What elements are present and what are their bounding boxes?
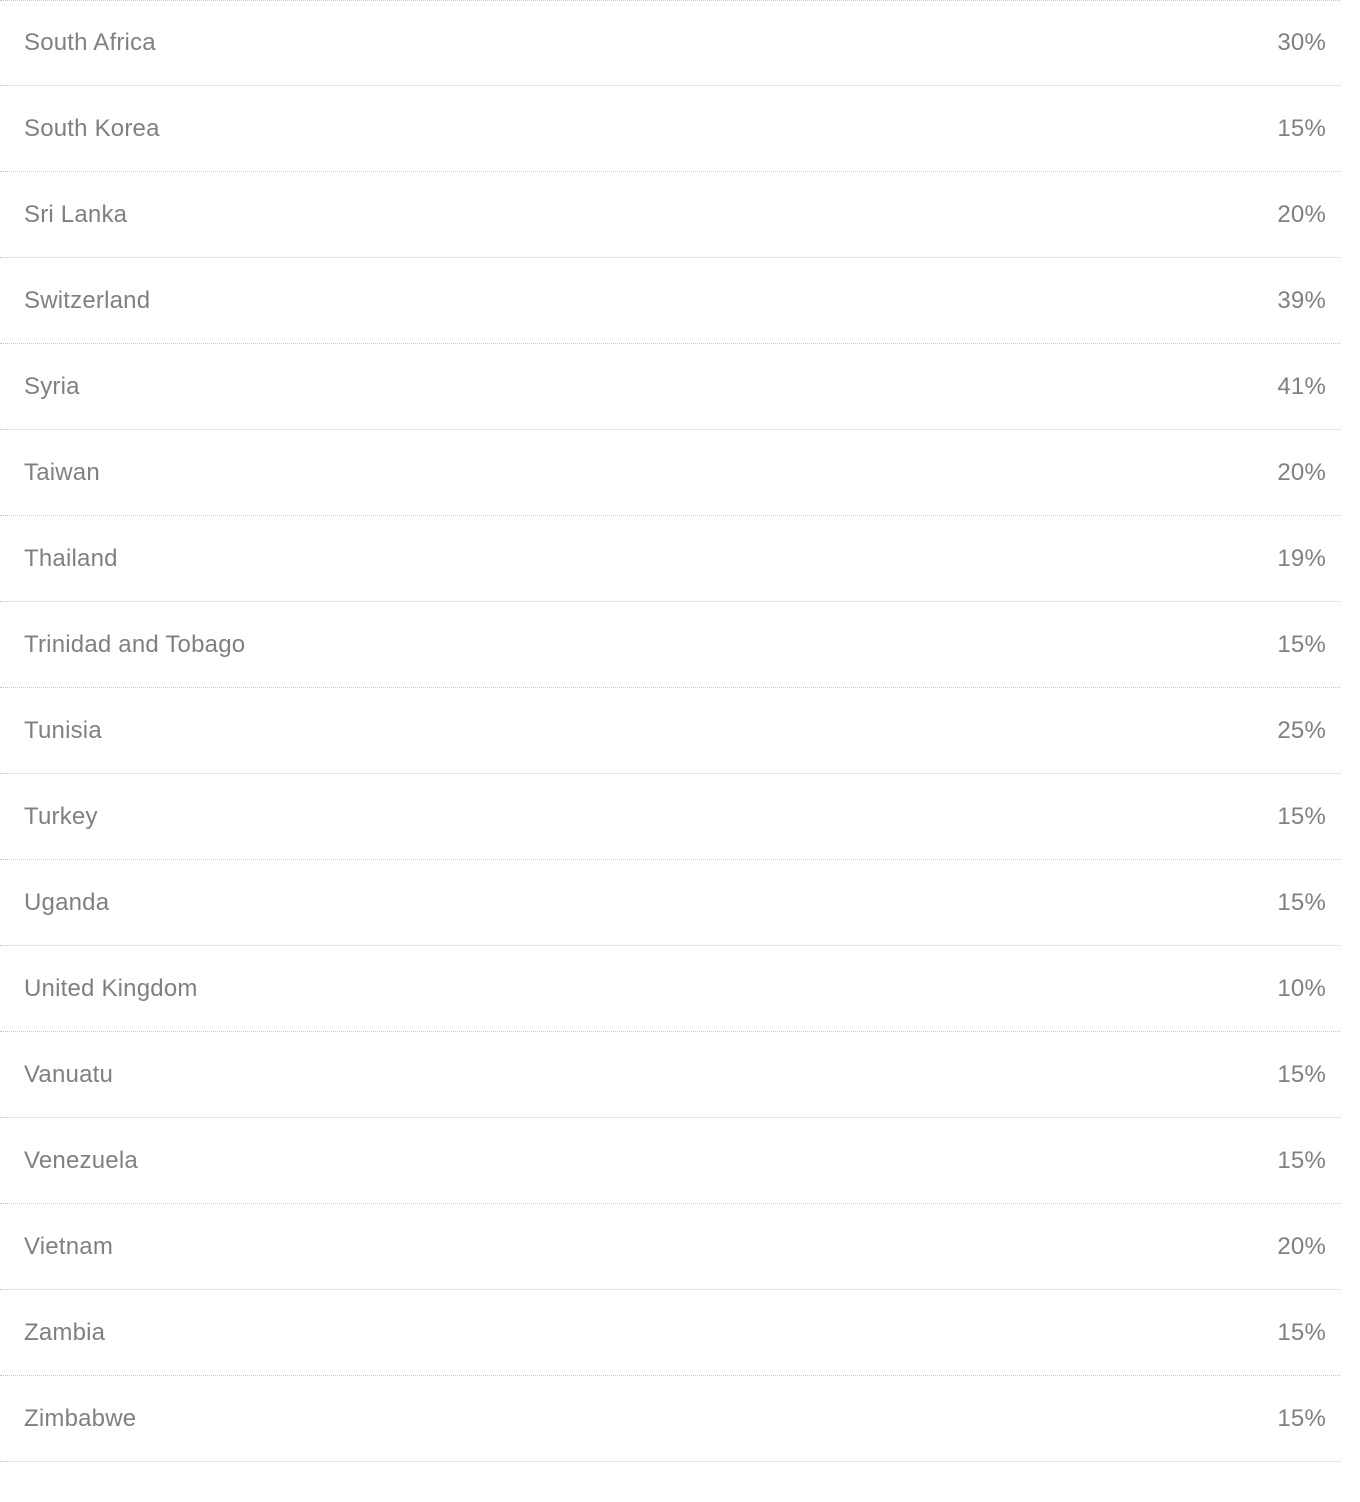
rate-value: 15%	[1277, 1146, 1326, 1174]
table-row	[0, 0, 1340, 86]
rate-value: 15%	[1277, 1060, 1326, 1088]
country-name: South Korea	[24, 114, 160, 142]
rate-value: 10%	[1277, 974, 1326, 1002]
table-row	[0, 1204, 1340, 1290]
rate-value: 15%	[1277, 802, 1326, 830]
country-name: Vietnam	[24, 1232, 114, 1260]
country-name: Uganda	[24, 888, 110, 916]
country-name: Vanuatu	[24, 1060, 114, 1088]
country-name: Zimbabwe	[24, 1404, 137, 1432]
rate-value: 20%	[1277, 200, 1326, 228]
rate-value: 19%	[1277, 544, 1326, 572]
country-name: Tunisia	[24, 716, 102, 744]
rate-value: 20%	[1277, 458, 1326, 486]
country-name: Venezuela	[24, 1146, 138, 1174]
table-row	[0, 1118, 1340, 1204]
rate-value: 30%	[1277, 29, 1326, 56]
table-row	[0, 1290, 1340, 1376]
table-row	[0, 1032, 1340, 1118]
rate-value: 15%	[1277, 1404, 1326, 1432]
rate-value: 20%	[1277, 1232, 1326, 1260]
country-name: United Kingdom	[24, 974, 198, 1002]
table-row	[0, 516, 1340, 602]
table-row	[0, 258, 1340, 344]
country-name: Syria	[24, 372, 80, 400]
table-row	[0, 344, 1340, 430]
country-name: South Africa	[24, 29, 156, 56]
table-row	[0, 774, 1340, 860]
rate-value: 15%	[1277, 114, 1326, 142]
rate-value: 15%	[1277, 888, 1326, 916]
country-name: Trinidad and Tobago	[24, 630, 246, 658]
rate-value: 39%	[1277, 286, 1326, 314]
country-name: Sri Lanka	[24, 200, 128, 228]
country-name: Switzerland	[24, 286, 151, 314]
table-row	[0, 860, 1340, 946]
table-row	[0, 688, 1340, 774]
table-row	[0, 430, 1340, 516]
table-row	[0, 946, 1340, 1032]
country-name: Zambia	[24, 1318, 106, 1346]
rate-value: 15%	[1277, 1318, 1326, 1346]
table-row	[0, 172, 1340, 258]
country-name: Thailand	[24, 544, 118, 572]
country-name: Taiwan	[24, 458, 100, 486]
table-row	[0, 1376, 1340, 1462]
country-name: Turkey	[24, 802, 98, 830]
rate-value: 41%	[1277, 372, 1326, 400]
table-row	[0, 86, 1340, 172]
rate-value: 15%	[1277, 630, 1326, 658]
table-row	[0, 602, 1340, 688]
rate-value: 25%	[1277, 716, 1326, 744]
